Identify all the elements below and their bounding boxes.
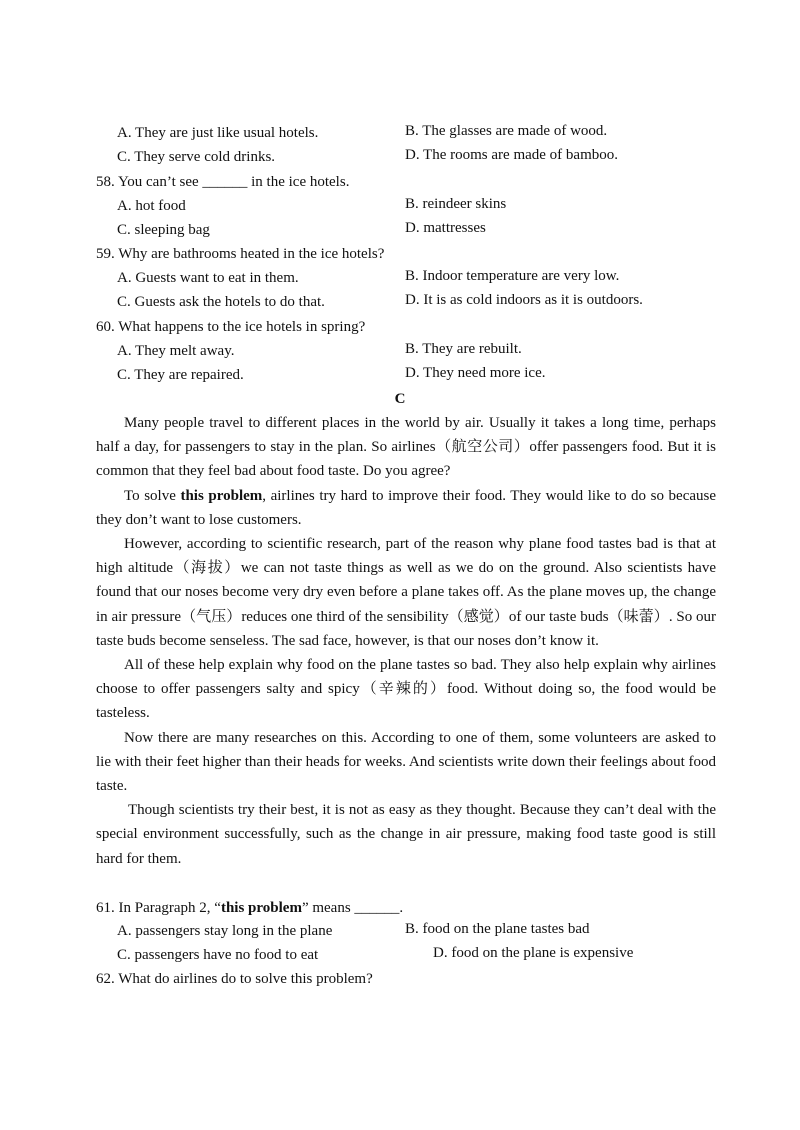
- paragraph-2-post: , airlines try hard to improve their food. They would like to do so because they don’t want to lose customers.: [96, 487, 717, 528]
- q60-stem: 60. What happens to the ice hotels in spring?: [96, 319, 366, 335]
- q60-option-b: B. They are rebuilt.: [405, 341, 522, 357]
- q61-option-c: C. passengers have no food to eat: [117, 947, 319, 963]
- paragraph-2-pre: To solve: [124, 487, 181, 504]
- q57-option-b: B. The glasses are made of wood.: [405, 123, 608, 139]
- paragraph-1: Many people travel to different places in the world by air. Usually it takes a long time, perhaps half a day, for passengers to stay in the plan. So airlines（航空公司）offer passengers food. But it is common that they feel bad about food taste. Do you agree?: [96, 415, 716, 480]
- q57-option-d: D. The rooms are made of bamboo.: [405, 147, 618, 163]
- paragraph-2: [96, 484, 716, 532]
- q61-option-b: B. food on the plane tastes bad: [405, 921, 590, 937]
- paragraph-2-bold: this problem: [180, 487, 263, 504]
- q59-option-a: A. Guests want to eat in them.: [117, 270, 299, 286]
- q59-option-c: C. Guests ask the hotels to do that.: [117, 294, 325, 310]
- paragraph-6: Though scientists try their best, it is not as easy as they thought. Because they can’t deal with the special environment successfully, such as the change in air pressure, making food taste good is still hard for them.: [96, 802, 716, 867]
- q59-option-b: B. Indoor temperature are very low.: [405, 268, 620, 284]
- paragraph-3: However, according to scientific research, part of the reason why plane food tastes bad is that at high altitude（海拔）we can not taste things as well as we do on the ground. Also scientists have found that our noses become very dry even before a plane takes off. As the plane moves up, the change in air pressure（气压）reduces one third of the sensibility（感觉）of our taste buds（味蕾）. So our taste buds become senseless. The sad face, however, is that our noses don’t know it.: [96, 536, 716, 649]
- paragraph-4: All of these help explain why food on the plane tastes so bad. They also help explain why airlines choose to offer passengers salty and spicy（辛辣的）food. Without doing so, the food would be tasteless.: [96, 657, 716, 722]
- q61-option-d: D. food on the plane is expensive: [433, 945, 634, 961]
- q61-option-a: A. passengers stay long in the plane: [117, 923, 333, 939]
- q58-option-b: B. reindeer skins: [405, 196, 507, 212]
- q58-option-a: A. hot food: [117, 198, 186, 214]
- q60-option-d: D. They need more ice.: [405, 365, 546, 381]
- q61-stem-pre: 61. In Paragraph 2, “: [96, 900, 221, 916]
- q62-stem: 62. What do airlines do to solve this problem?: [96, 971, 373, 987]
- section-heading: C: [394, 391, 406, 407]
- q58-stem: 58. You can’t see ______ in the ice hotels.: [96, 174, 350, 190]
- q57-option-a: A. They are just like usual hotels.: [117, 125, 319, 141]
- q60-option-c: C. They are repaired.: [117, 367, 244, 383]
- passage: [96, 411, 716, 871]
- q58-option-d: D. mattresses: [405, 220, 486, 236]
- q61-stem-bold: this problem: [220, 900, 302, 916]
- paragraph-5: Now there are many researches on this. According to one of them, some volunteers are asked to lie with their feet higher than their heads for weeks. And scientists write down their feelings about food taste.: [96, 729, 716, 795]
- q58-option-c: C. sleeping bag: [117, 222, 210, 238]
- q61-stem: [96, 898, 403, 918]
- q60-option-a: A. They melt away.: [117, 343, 235, 359]
- q59-option-d: D. It is as cold indoors as it is outdoors.: [405, 292, 643, 308]
- q61-stem-post: ” means ______.: [301, 900, 404, 916]
- q57-option-c: C. They serve cold drinks.: [117, 149, 276, 165]
- q59-stem: 59. Why are bathrooms heated in the ice hotels?: [96, 246, 385, 262]
